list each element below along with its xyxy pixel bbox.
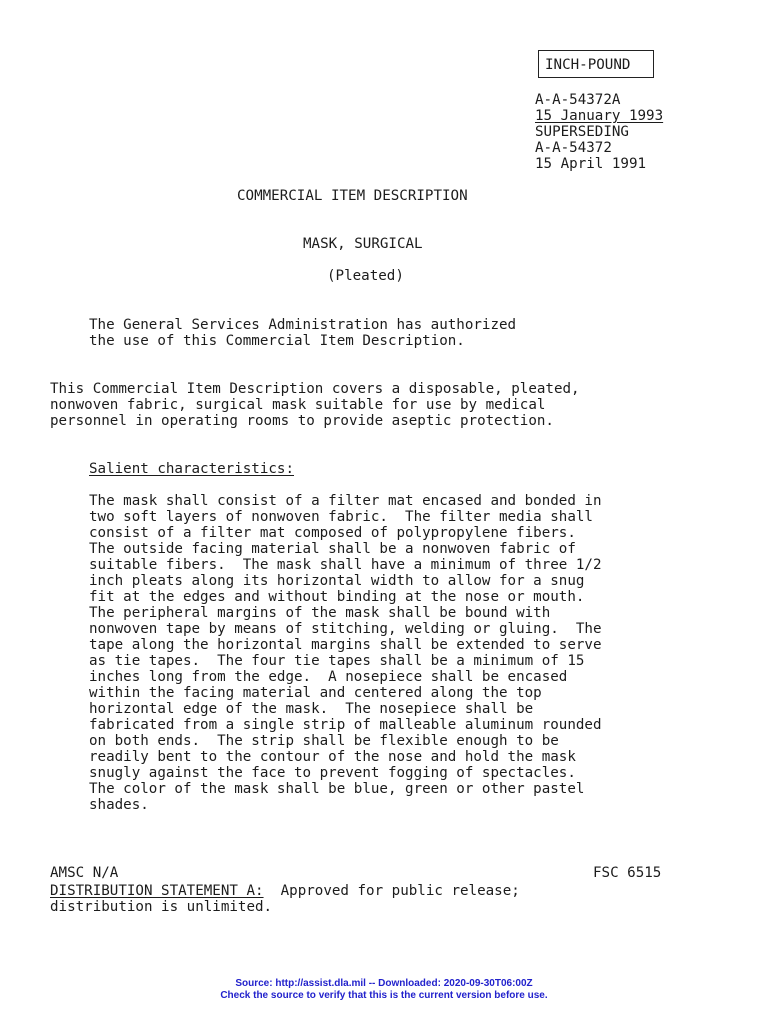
amsc-label: AMSC N/A: [50, 865, 119, 881]
salient-heading: Salient characteristics:: [89, 461, 294, 477]
document-id: A-A-54372A: [535, 92, 621, 108]
scope-line: personnel in operating rooms to provide aseptic protection.: [50, 413, 554, 429]
document-type-title: COMMERCIAL ITEM DESCRIPTION: [237, 188, 468, 204]
salient-line: inches long from the edge. A nosepiece shall be encased: [89, 669, 568, 685]
distribution-line-2: distribution is unlimited.: [50, 899, 273, 915]
scope-line: This Commercial Item Description covers a disposable, pleated,: [50, 381, 580, 397]
authorization-line: the use of this Commercial Item Description.: [89, 333, 465, 349]
salient-body: [89, 493, 602, 813]
superseding-label: SUPERSEDING: [535, 124, 629, 140]
item-title: MASK, SURGICAL: [303, 236, 423, 252]
salient-line: fabricated from a single strip of malleable aluminum rounded: [89, 717, 602, 733]
distribution-statement: [50, 883, 520, 899]
salient-line: snugly against the face to prevent fogging of spectacles.: [89, 765, 576, 781]
document-date: 15 January 1993: [535, 108, 664, 124]
authorization-line: The General Services Administration has authorized: [89, 317, 517, 333]
salient-line: within the facing material and centered along the top: [89, 685, 542, 701]
salient-line: horizontal edge of the mask. The nosepiece shall be: [89, 701, 534, 717]
salient-line: fit at the edges and without binding at the nose or mouth.: [89, 589, 585, 605]
scope-line: nonwoven fabric, surgical mask suitable for use by medical: [50, 397, 546, 413]
fsc-label: FSC 6515: [593, 865, 662, 881]
salient-line: consist of a filter mat composed of polypropylene fibers.: [89, 525, 576, 541]
inch-pound-stamp: [538, 50, 654, 78]
superseded-id: A-A-54372: [535, 140, 612, 156]
stamp-label: INCH-POUND: [545, 57, 631, 73]
verify-footer: Check the source to verify that this is the current version before use.: [220, 990, 548, 1001]
scope-paragraph: [50, 381, 580, 429]
item-variant: (Pleated): [327, 268, 404, 284]
salient-line: as tie tapes. The four tie tapes shall be a minimum of 15: [89, 653, 585, 669]
distribution-text: Approved for public release;: [263, 883, 520, 899]
salient-line: The color of the mask shall be blue, green or other pastel: [89, 781, 585, 797]
salient-line: The outside facing material shall be a nonwoven fabric of: [89, 541, 576, 557]
salient-line: inch pleats along its horizontal width to allow for a snug: [89, 573, 585, 589]
salient-line: on both ends. The strip shall be flexible enough to be: [89, 733, 559, 749]
salient-line: nonwoven tape by means of stitching, welding or gluing. The: [89, 621, 602, 637]
salient-line: two soft layers of nonwoven fabric. The filter media shall: [89, 509, 593, 525]
superseded-date: 15 April 1991: [535, 156, 647, 172]
salient-line: readily bent to the contour of the nose and hold the mask: [89, 749, 576, 765]
authorization-paragraph: [89, 317, 516, 349]
salient-line: tape along the horizontal margins shall be extended to serve: [89, 637, 602, 653]
distribution-label: DISTRIBUTION STATEMENT A:: [50, 883, 264, 899]
salient-line: shades.: [89, 797, 149, 813]
salient-line: The mask shall consist of a filter mat encased and bonded in: [89, 493, 602, 509]
salient-line: suitable fibers. The mask shall have a minimum of three 1/2: [89, 557, 602, 573]
source-footer: Source: http://assist.dla.mil -- Downloaded: 2020-09-30T06:00Z: [235, 978, 533, 989]
salient-line: The peripheral margins of the mask shall be bound with: [89, 605, 551, 621]
